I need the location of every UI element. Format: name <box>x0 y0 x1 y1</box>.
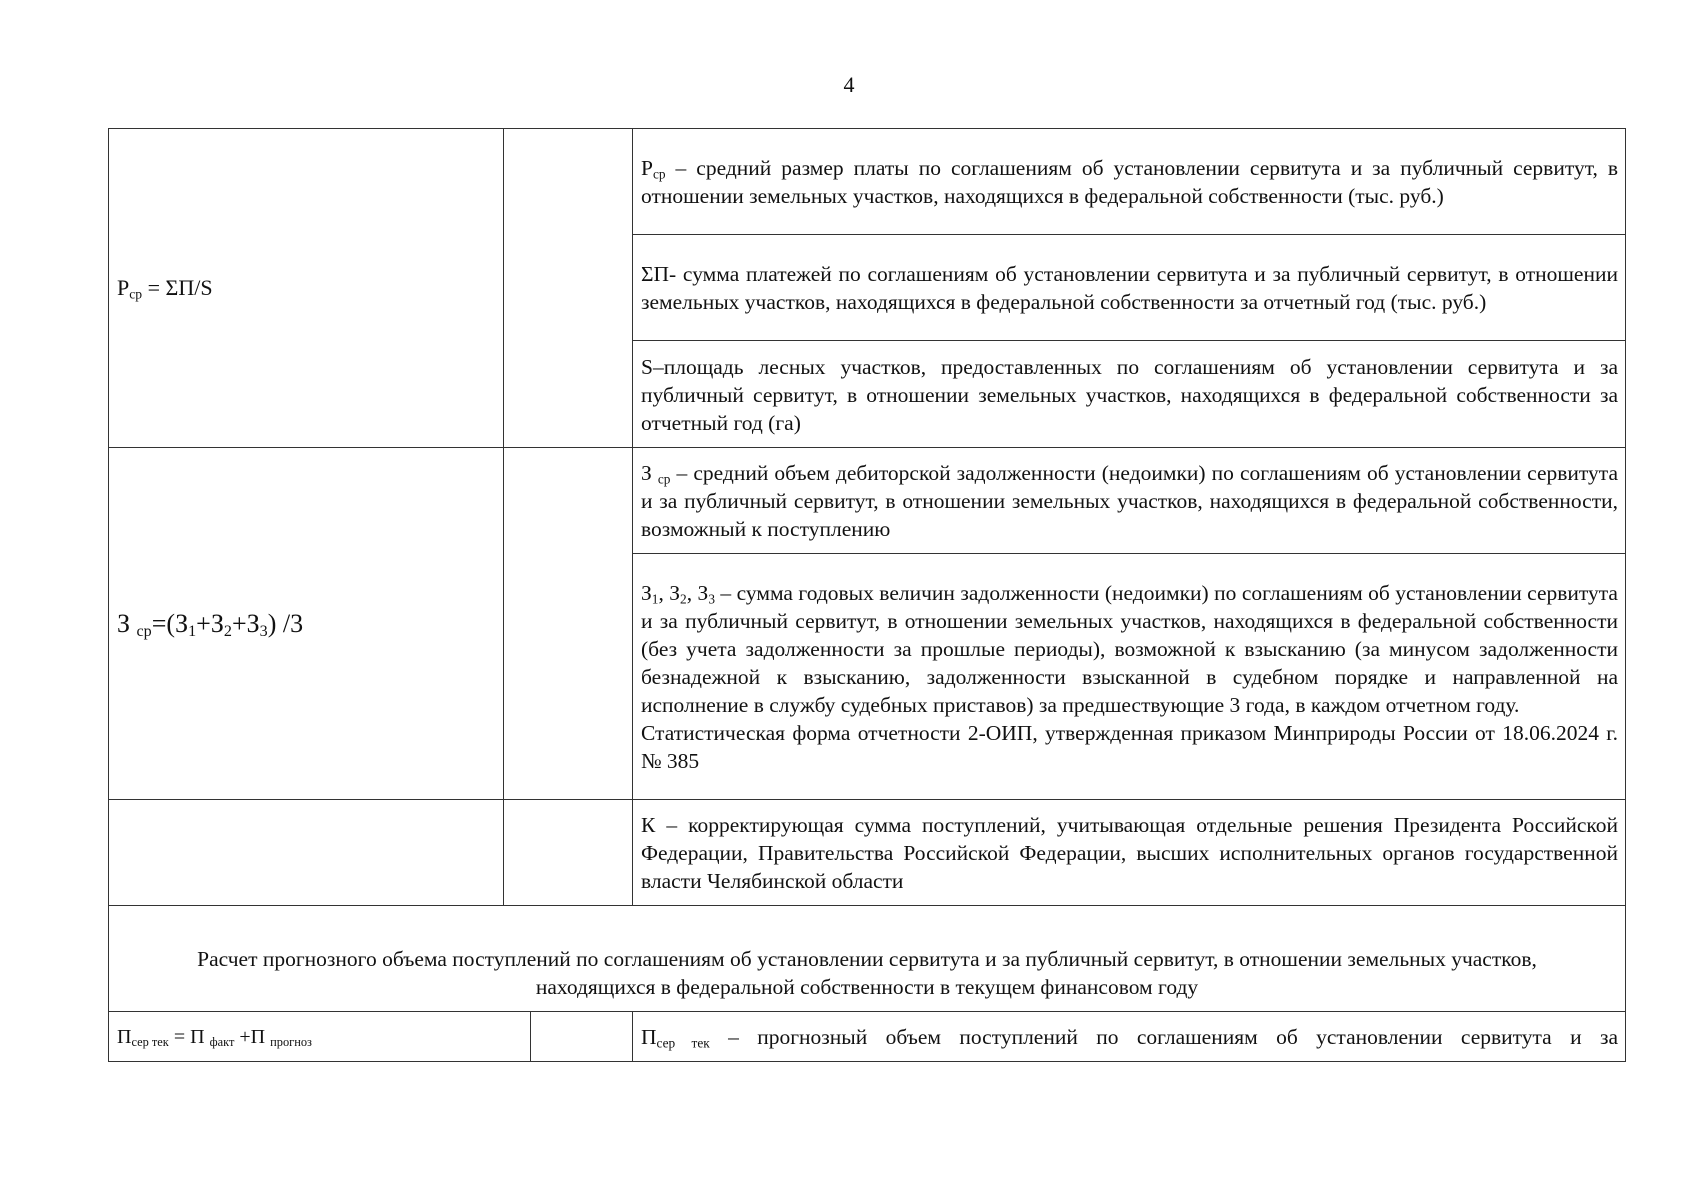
formula-p-cp: $Р_{ср} = \Sigma П/S$ <box>117 275 213 302</box>
formula-cell-z-cp <box>109 448 504 800</box>
empty-cell <box>109 800 504 906</box>
table-row <box>109 800 1626 906</box>
empty-cell <box>504 129 633 448</box>
table-row <box>109 1012 1626 1062</box>
description-paragraph: $З_1$, $З_2$, $З_3$ – сумма годовых величин задолженности (недоимки) по соглашениям об установлении сервитута и за публичный сервитут, в отношении земельных участков, находящихся в федеральной собственности (без учета задолженности за прошлые периоды), возможной к взысканию (за минусом задолженности безнадежной к взысканию, задолженности взысканной в судебном порядке и направленной на исполнение в службу судебных приставов) за предшествующие 3 года, в каждом отчетном году. <box>641 581 1618 717</box>
formula-p-ser: $П_{сер тек} = П$ $_{факт}$ +П $_{прогноз}$ <box>117 1025 312 1049</box>
description-note: Статистическая форма отчетности 2-ОИП, утвержденная приказом Минприроды России от 18.06.2024 г. № 385 <box>641 721 1618 773</box>
page-number: 4 <box>843 72 855 97</box>
empty-cell <box>531 1012 633 1062</box>
section-heading: Расчет прогнозного объема поступлений по соглашениям об установлении сервитута и за публичный сервитут, в отношении земельных участков, находящихся в федеральной собственности в текущем финансовом году <box>109 906 1626 1012</box>
empty-cell <box>504 800 633 906</box>
empty-cell <box>504 448 633 800</box>
description-cell: К – корректирующая сумма поступлений, учитывающая отдельные решения Президента Российской Федерации, Правительства Российской Федерации, высших исполнительных органов государственной власти Челябинской области <box>633 800 1626 906</box>
formula-z-cp: З $_{ср}=(З_1+З_2+З_3)$ /3 <box>117 608 304 640</box>
table-row <box>109 129 1626 235</box>
description-cell: S–площадь лесных участков, предоставленных по соглашениям об установлении сервитута и за публичный сервитут, в отношении земельных участков, находящихся в федеральной собственности за отчетный год (га) <box>633 341 1626 448</box>
description-cell: З $_{ср}$ – средний объем дебиторской задолженности (недоимки) по соглашениям об установлении сервитута и за публичный сервитут, в отношении земельных участков, находящихся в федеральной собственности, возможный к поступлению <box>633 448 1626 554</box>
table-row <box>109 906 1626 1012</box>
methodology-table <box>108 128 1626 1062</box>
formula-cell-p-ser <box>109 1012 531 1062</box>
description-cell: ΣП- сумма платежей по соглашениям об установлении сервитута и за публичный сервитут, в отношении земельных участков, находящихся в федеральной собственности за отчетный год (тыс. руб.) <box>633 235 1626 341</box>
formula-cell-p-cp <box>109 129 504 448</box>
description-cell <box>633 554 1626 800</box>
table-row <box>109 448 1626 554</box>
description-cell: $П_{сер тек}$ – прогнозный объем поступлений по соглашениям об установлении сервитута и за <box>633 1012 1626 1062</box>
description-cell: $Р_{ср}$ – средний размер платы по соглашениям об установлении сервитута и за публичный сервитут, в отношении земельных участков, находящихся в федеральной собственности (тыс. руб.) <box>633 129 1626 235</box>
